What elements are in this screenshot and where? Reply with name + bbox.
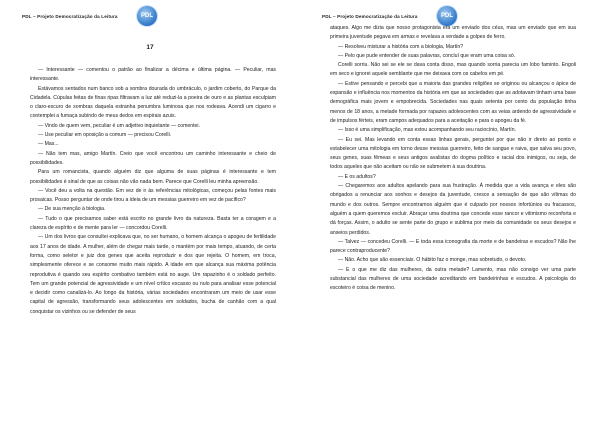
paragraph: — E os adultos?: [338, 173, 376, 180]
right-page: [300, 0, 600, 424]
running-header: PDL – Projeto Democratização da Leitura: [322, 14, 418, 19]
paragraph: — Chegaremos aos adultos apelando para sua frustração. À medida que a vida avança e eles são obrigados a renunciar aos sonhos e desejos da juventude, cresce a sensação de que são vítimas do mundo e dos outros. Sempre encontramos alguém que é culpado por nossos infortúnios ou fracassos, alguém a quem queremos excluir. Abraçar uma doutrina que concede esse rancor e vitimismo reconforta e dá forças. Assim, o adulto se sente parte do grupo e sublima por meio da comunidade os seus desejos e anseios perdidos.: [330, 183, 576, 236]
paragraph: — Mas...: [38, 141, 59, 148]
paragraph: — Um dos livros que consultei explicava que, no ser humano, o homem alcança o apogeu de fertilidade aos 17 anos de idade. A mulher, além de chegar mais tarde, o mantém por mais tempo, atuando, de certa forma, como seletor e juiz dos genes que aceita reproduzir e dos que rejeita. O homem, em troca, simplesmente oferece e se consome muito mais rápido. A idade em que alcança sua máxima potência reprodutiva é quando seu espírito combativo também está no auge. Um rapazinho é o soldado perfeito. Tem um grande potencial de agressividade e um nível crítico escasso ou nulo para analisar esse potencial e decidir como canalizá-lo. Ao longo da história, várias sociedades encontraram um meio de usar esse capital de agressão, transformando seus adolescentes em soldados, bucha de canhão com a qual conquistar os vizinhos ou se defender de seus: [30, 234, 276, 315]
paragraph: — E o que me diz das mulheres, da outra metade? Lamento, mas não consigo ver uma parte substancial das mulheres de uma sociedade acreditando em bandeirinhas e escudos. A psicologia do escoteiro é coisa de menino.: [330, 266, 576, 292]
paragraph: Corelli sorriu. Não sei se ele se dava conta disso, mas quando sorria parecia um lobo faminto. Engoli em seco e ignorei aquele semblante que me deixava com os cabelos em pé.: [330, 62, 576, 78]
running-header: PDL – Projeto Democratização da Leitura: [22, 14, 118, 19]
paragraph: — Estive pensando e percebi que a maioria das grandes religiões se originou ou alcançou o ápice de expansão e influência nos momentos da história em que as sociedades que as adotavam tinham uma base demográfica mais jovem e empobrecida. Sociedades nas quais setenta por cento da população tinha menos de 18 anos, a metade formada por rapazes adolescentes com as veias ardendo de agressividade e de impulsos férteis, eram campos adequados para a aceitação e para o apogeu da fé.: [330, 80, 576, 124]
paragraph: — Interessante — comentou o patrão ao finalizar a décima e última página. — Peculiar, mas interessante.: [30, 67, 276, 83]
paragraph: — Eu sei. Mas levando em conta essas linhas gerais, perguntei por que não ir direto ao ponto e estabelecer uma mitologia em torno desse messias guerreiro, feito de sangue e raiva, que salva seu povo, seus genes, suas fêmeas e seus antigos avalistas do dogma político e racial dos inimigos, ou seja, de todos aqueles que não aceitam ou não se submetem à sua doutrina.: [330, 136, 576, 171]
paragraph: — Resolveu misturar a história com a biologia, Martín?: [338, 43, 464, 50]
paragraph: — De sua menção à biologia.: [38, 206, 106, 213]
paragraph: — Você deu a volta na questão. Em vez de ir às referências mitológicas, começou pelas fontes mais prosaicas. Posso perguntar de onde tirou a ideia de um messias guerreiro em vez de pacífico?: [30, 187, 276, 204]
body-text: [330, 24, 576, 294]
paragraph: — Não. Acho que são essenciais. O hábito faz o monge, mas sobretudo, o devoto.: [338, 257, 527, 264]
paragraph: Para um romancista, quando alguém diz que alguma de suas páginas é interessante e tem possibilidades é sinal de que as coisas não vão nada bem. Parece que Corelli leu minha apreensão.: [30, 169, 276, 185]
paragraph: — Pelo que pude entender de suas palavras, concluí que eram uma coisa só.: [338, 52, 516, 59]
continued-paragraph: ataques. Algo me dizia que nosso protagonista era um enviado dos céus, mas um enviado que em sua primeira juventude pegava em armas e revelava a verdade a golpes de ferro.: [330, 25, 576, 41]
pdl-logo-icon: PDL: [137, 6, 157, 26]
paragraph: — Tudo o que precisamos saber está escrito no grande livro da natureza. Basta ter a coragem e a clareza de espírito e de mente para ler — concordou Corelli.: [30, 215, 276, 232]
paragraph: — Isso é uma simplificação, mas estou acompanhando seu raciocínio, Martín.: [338, 127, 517, 134]
paragraph: — Não tem mas, amigo Martín. Creio que você encontrou um caminho interessante e cheio de possibilidades.: [30, 150, 276, 166]
paragraph: — Use peculiar em oposição a comum — precisou Corelli.: [38, 132, 172, 139]
page-number: 17: [146, 44, 154, 51]
paragraph: — Talvez — concedeu Corelli. — E toda essa iconografia da morte e de bandeiras e escudos? Não lhe parece contraproducente?: [330, 238, 576, 255]
paragraph: — Vindo de quem vem, peculiar é um adjetivo inquietante — comentei.: [38, 122, 200, 129]
paragraph: Estávamos sentados num banco sob a sombra dourada do umbráculo, o jardim coberto, do Parque da Cidadela. Cúpulas feitas de finas ripas filtravam a luz até reduzi-la a poeira de ouro e as plantas esculpiam o claro-escuro de sombras daquela estranha penumbra luminosa que nos rodeava. Acendi um cigarro e contemplei a fumaça subindo de meus dedos em espirais azuis.: [30, 85, 276, 120]
pdl-logo-icon: PDL: [437, 6, 457, 26]
body-text: [30, 66, 276, 317]
